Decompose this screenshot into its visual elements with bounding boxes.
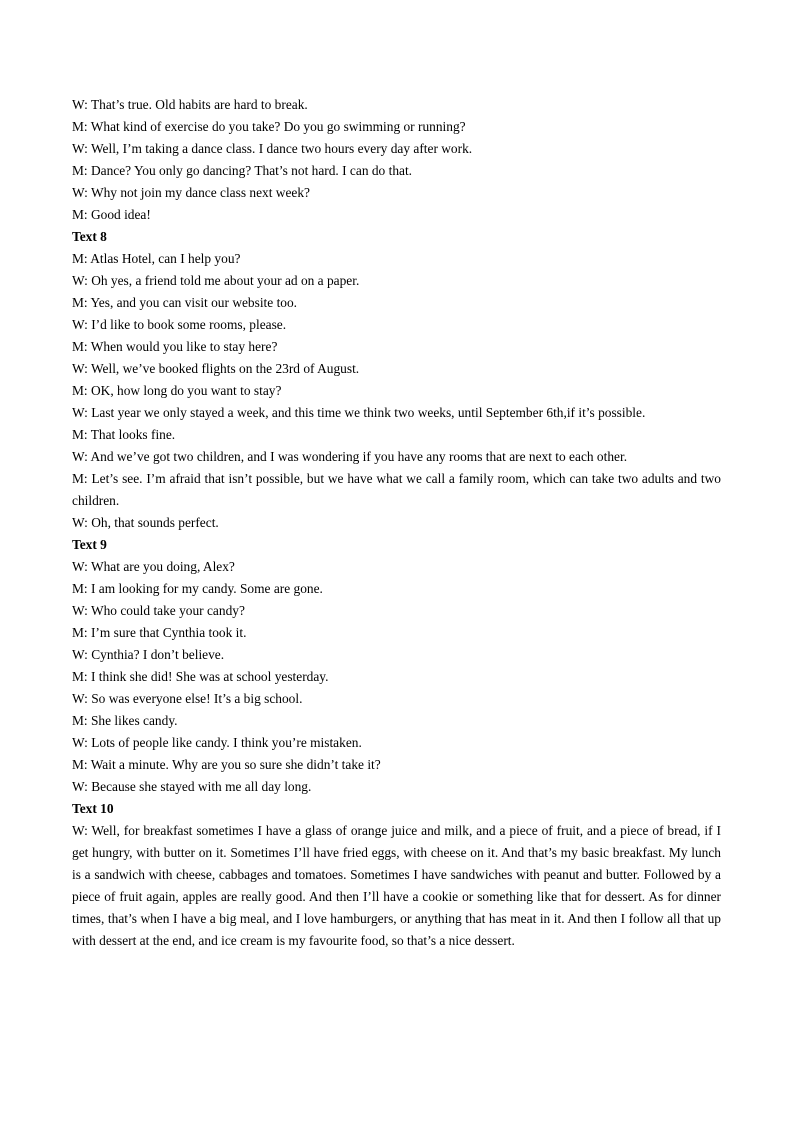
- dialogue-line: M: When would you like to stay here?: [72, 339, 278, 354]
- dialogue-line: M: Wait a minute. Why are you so sure she didn’t take it?: [72, 757, 381, 772]
- dialogue-line: M: What kind of exercise do you take? Do you go swimming or running?: [72, 119, 466, 134]
- dialogue-line: M: That looks fine.: [72, 427, 176, 442]
- monologue-paragraph: W: Well, for breakfast sometimes I have a glass of orange juice and milk, and a piece of fruit, and a piece of bread, if I get hungry, with butter on it. Sometimes I’ll have fried eggs, with cheese on it. And that’s my basic breakfast. My lunch is a sandwich with cheese, cabbages and tomatoes. Sometimes I have sandwiches with peanut and butter. Followed by a piece of fruit again, apples are really good. And then I’ll have a cookie or something like that for dessert. As for dinner times, that’s when I have a big meal, and I love hamburgers, or anything that has meat in it. And then I follow all that up with dessert at the end, and ice cream is my favourite food, so that’s a nice dessert.: [72, 823, 721, 948]
- dialogue-line: M: Atlas Hotel, can I help you?: [72, 251, 241, 266]
- dialogue-paragraph: W: Last year we only stayed a week, and this time we think two weeks, until September 6th,if it’s possible.: [72, 405, 646, 420]
- section-heading-text-8: Text 8: [72, 229, 107, 244]
- dialogue-line: W: Well, I’m taking a dance class. I dance two hours every day after work.: [72, 141, 473, 156]
- dialogue-line: W: Because she stayed with me all day long.: [72, 779, 312, 794]
- dialogue-line: M: OK, how long do you want to stay?: [72, 383, 282, 398]
- dialogue-line: W: Oh, that sounds perfect.: [72, 515, 219, 530]
- dialogue-line: M: She likes candy.: [72, 713, 178, 728]
- dialogue-paragraph: M: Let’s see. I’m afraid that isn’t possible, but we have what we call a family room, which can take two adults and two children.: [72, 471, 721, 508]
- dialogue-line: M: Yes, and you can visit our website too.: [72, 295, 298, 310]
- dialogue-paragraph: W: And we’ve got two children, and I was wondering if you have any rooms that are next to each other.: [72, 449, 628, 464]
- section-heading-text-9: Text 9: [72, 537, 107, 552]
- dialogue-line: W: Lots of people like candy. I think you’re mistaken.: [72, 735, 362, 750]
- dialogue-line: W: That’s true. Old habits are hard to break.: [72, 97, 308, 112]
- dialogue-line: W: Why not join my dance class next week?: [72, 185, 310, 200]
- dialogue-line: M: Dance? You only go dancing? That’s not hard. I can do that.: [72, 163, 413, 178]
- document-page: [72, 94, 721, 952]
- dialogue-line: W: Cynthia? I don’t believe.: [72, 647, 225, 662]
- dialogue-line: M: I’m sure that Cynthia took it.: [72, 625, 247, 640]
- dialogue-line: M: I am looking for my candy. Some are gone.: [72, 581, 323, 596]
- dialogue-line: W: So was everyone else! It’s a big school.: [72, 691, 303, 706]
- dialogue-line: W: Well, we’ve booked flights on the 23rd of August.: [72, 361, 360, 376]
- dialogue-line: W: What are you doing, Alex?: [72, 559, 235, 574]
- dialogue-line: W: Who could take your candy?: [72, 603, 245, 618]
- dialogue-line: W: Oh yes, a friend told me about your ad on a paper.: [72, 273, 360, 288]
- dialogue-line: M: Good idea!: [72, 207, 151, 222]
- dialogue-line: W: I’d like to book some rooms, please.: [72, 317, 287, 332]
- dialogue-line: M: I think she did! She was at school yesterday.: [72, 669, 329, 684]
- section-heading-text-10: Text 10: [72, 801, 114, 816]
